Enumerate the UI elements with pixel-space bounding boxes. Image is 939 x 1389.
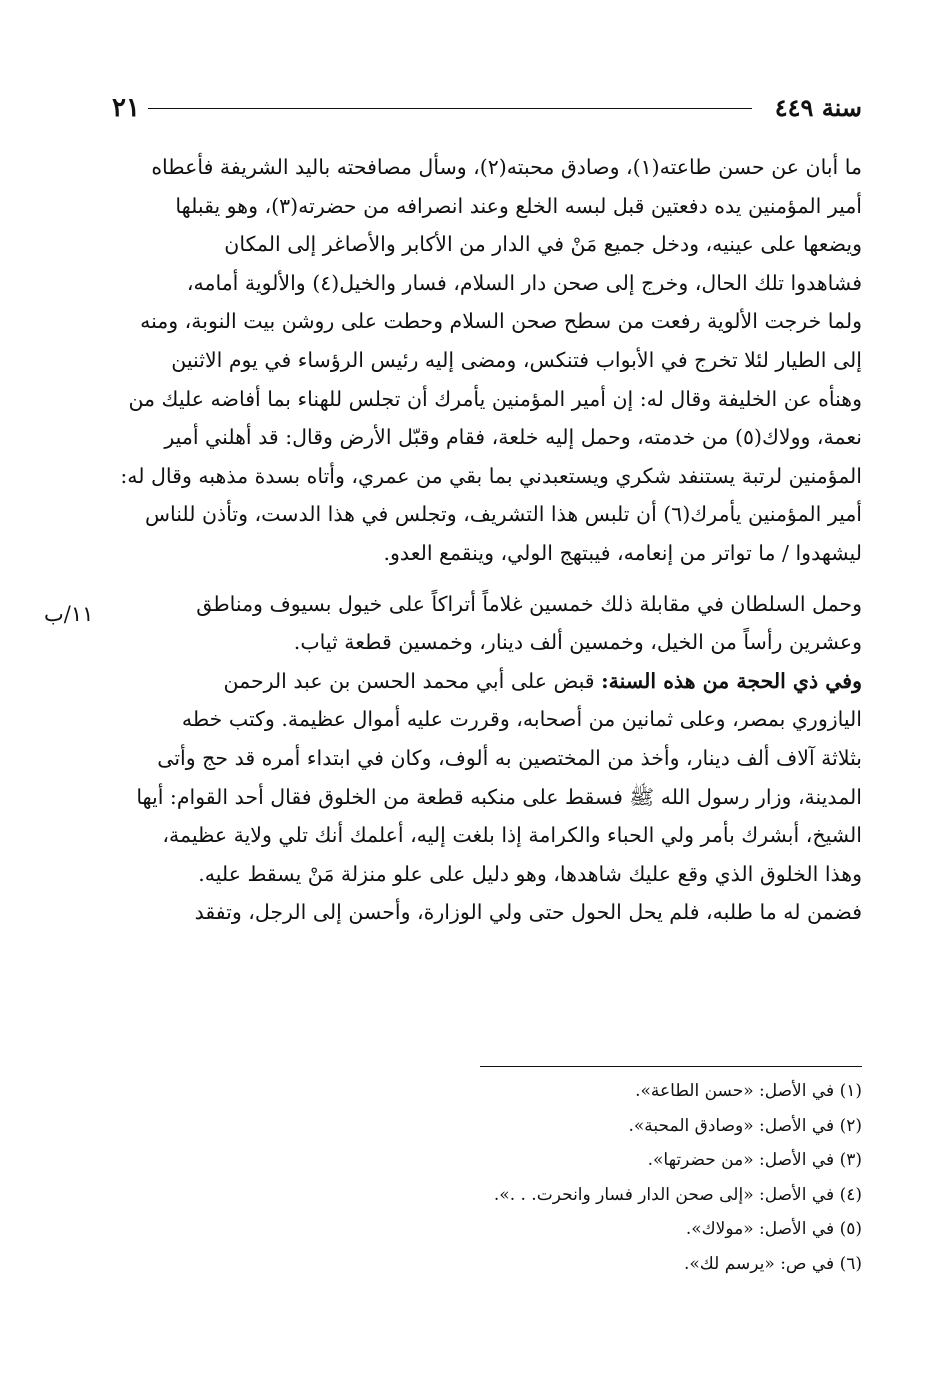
text-line: فشاهدوا تلك الحال، وخرج إلى صحن دار السلام، فسار والخيل(٤) والألوية أمامه،: [186, 270, 862, 295]
text-line: وحمل السلطان في مقابلة ذلك خمسين غلاماً أتراكاً على خيول بسيوف ومناطق: [196, 591, 862, 616]
manuscript-folio-marker: ١١/ب: [44, 602, 94, 626]
text-line: ولما خرجت الألوية رفعت من سطح صحن السلام وحطت على روشن بيت النوبة، ومنه: [140, 309, 862, 334]
footnote-6: (٦) في ص: «يرسم لك».: [684, 1253, 862, 1274]
footnote-4: (٤) في الأصل: «إلى صحن الدار فسار وانحرت. . .».: [493, 1184, 862, 1205]
text-line: المؤمنين لرتبة يستنفد شكري ويستعبدني بما بقي من عمري، وأتاه بسدة مذهبه وقال له:: [120, 463, 862, 488]
text-line: المدينة، وزار رسول الله ﷺ فسقط على منكبه قطعة من الخلوق فقال أحد القوام: أيها: [136, 784, 862, 809]
page-header: [112, 88, 862, 128]
paragraph-2: [112, 585, 862, 662]
lead-line-rest: قبض على أبي محمد الحسن بن عبد الرحمن: [223, 668, 602, 693]
paragraph-gap: [112, 573, 862, 585]
text-line: ويضعها على عينيه، ودخل جميع مَنْ في الدار من الأكابر والأصاغر إلى المكان: [224, 232, 862, 257]
text-line: أمير المؤمنين يأمرك(٦) أن تلبس هذا التشريف، وتجلس في هذا الدست، وتأذن للناس: [144, 502, 862, 527]
paragraph-1: [112, 148, 862, 573]
text-line: ليشهدوا / ما تواتر من إنعامه، فيبتهج الولي، وينقمع العدو.: [383, 540, 862, 565]
paragraph-3: [112, 662, 862, 932]
header-rule: [148, 108, 752, 109]
text-line: وعشرين رأساً من الخيل، وخمسين ألف دينار، وخمسين قطعة ثياب.: [293, 630, 862, 655]
page-number: ٢١: [112, 93, 140, 123]
text-line: نعمة، وولاك(٥) من خدمته، وحمل إليه خلعة، فقام وقبّل الأرض وقال: قد أهلني أمير: [164, 425, 862, 450]
footnote-2: (٢) في الأصل: «وصادق المحبة».: [628, 1115, 862, 1136]
footnote-1: (١) في الأصل: «حسن الطاعة».: [635, 1081, 862, 1101]
running-head: سنة ٤٤٩: [774, 93, 862, 122]
text-line: الشيخ، أبشرك بأمر ولي الحباء والكرامة إذا بلغت إليه، أعلمك أنك تلي ولاية عظيمة،: [162, 823, 862, 848]
text-line: ما أبان عن حسن طاعته(١)، وصادق محبته(٢)، وسأل مصافحته باليد الشريفة فأعطاه: [151, 155, 862, 179]
text-line: [112, 662, 862, 701]
text-line: اليازوري بمصر، وعلى ثمانين من أصحابه، وقررت عليه أموال عظيمة. وكتب خطه: [181, 707, 862, 732]
text-line: بثلاثة آلاف ألف دينار، وأخذ من المختصين به ألوف، وكان في ابتداء أمره قد حج وأتى: [157, 745, 862, 770]
footnote-5: (٥) في الأصل: «مولاك».: [685, 1219, 862, 1239]
text-line: فضمن له ما طلبه، فلم يحل الحول حتى ولي الوزارة، وأحسن إلى الرجل، وتفقد: [194, 900, 862, 925]
text-line: أمير المؤمنين يده دفعتين قبل لبسه الخلع وعند انصرافه من حضرته(٣)، وهو يقبلها: [175, 193, 862, 218]
main-text: [112, 148, 862, 932]
text-line: وهذا الخلوق الذي وقع عليك شاهدها، وهو دليل على علو منزلة مَنْ يسقط عليه.: [198, 861, 862, 886]
footnote-3: (٣) في الأصل: «من حضرتها».: [647, 1150, 862, 1170]
section-lead-in: وفي ذي الحجة من هذه السنة:: [601, 668, 862, 693]
text-line: إلى الطيار لئلا تخرج في الأبواب فتنكس، ومضى إليه رئيس الرؤساء في يوم الاثنين: [171, 347, 862, 372]
footnote-separator: [480, 1066, 862, 1067]
text-line: وهنأه عن الخليفة وقال له: إن أمير المؤمنين يأمرك أن تجلس للهناء بما أفاضه عليك من: [128, 386, 862, 411]
footnotes: [300, 1074, 862, 1281]
